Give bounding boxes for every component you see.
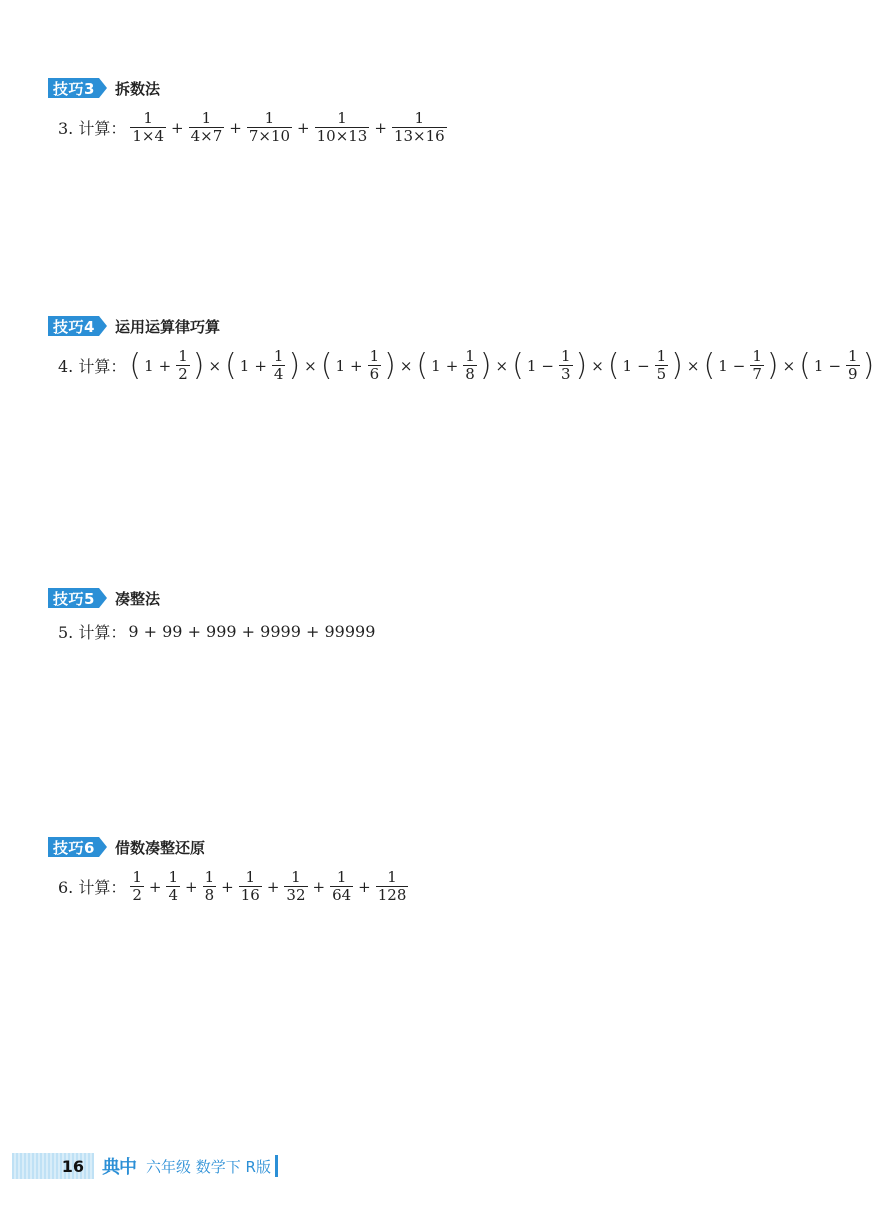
- denominator: 16: [240, 886, 260, 905]
- page-footer: [12, 1153, 292, 1179]
- tip-badge: 技巧4: [48, 316, 99, 336]
- minus-sign: −: [541, 356, 554, 375]
- plus-sign: +: [229, 118, 242, 137]
- plus-sign: +: [374, 118, 387, 137]
- plus-sign: +: [266, 877, 280, 896]
- fraction: [166, 869, 180, 905]
- numerator: 1: [273, 347, 284, 365]
- integer-one: 1: [431, 356, 441, 375]
- problem-label: 6. 计算：: [58, 878, 127, 898]
- denominator: 6: [369, 365, 380, 384]
- fraction: [655, 348, 669, 384]
- fraction: [463, 348, 477, 384]
- plus-sign: +: [254, 356, 267, 375]
- times-sign: ×: [686, 356, 700, 375]
- left-paren: (: [703, 347, 716, 383]
- problem-5: [58, 620, 375, 643]
- tip-section-6: [48, 835, 410, 905]
- numerator: 1: [465, 347, 475, 365]
- problem-label: 5. 计算：: [58, 623, 127, 642]
- left-paren: (: [129, 347, 142, 383]
- right-paren: ): [479, 347, 492, 383]
- plus-sign: +: [221, 877, 234, 896]
- denominator: 8: [465, 365, 475, 384]
- right-paren: ): [766, 347, 779, 383]
- denominator: 9: [848, 365, 858, 384]
- left-paren: (: [225, 347, 237, 383]
- tip-header: [48, 586, 375, 610]
- tip-title: 拆数法: [114, 79, 160, 98]
- denominator: 4: [168, 886, 179, 905]
- integer-one: 1: [239, 356, 250, 375]
- numerator: 1: [245, 868, 256, 886]
- tip-section-4: [48, 314, 875, 384]
- plus-sign: +: [148, 877, 162, 896]
- plus-sign: +: [312, 877, 326, 896]
- integer-one: 1: [526, 356, 537, 375]
- tip-title: 运用运算律巧算: [114, 317, 220, 336]
- tip-title: 凑整法: [114, 589, 160, 608]
- numerator: 1: [178, 347, 188, 365]
- fraction: [239, 869, 262, 905]
- page-number: 16: [12, 1153, 94, 1179]
- expression: 9 + 99 + 999 + 9999 + 99999: [128, 622, 376, 641]
- tip-badge: 技巧5: [48, 588, 99, 608]
- numerator: 1: [848, 347, 858, 365]
- problem-label: 4. 计算：: [58, 357, 127, 377]
- problem-3: [58, 110, 449, 146]
- fraction: $\frac{1}{4\times 7}$: [190, 109, 223, 146]
- tip-header: [48, 76, 449, 100]
- tip-header: [48, 835, 410, 859]
- fraction: [284, 869, 307, 905]
- fraction: $\frac{1}{1\times 4}$: [132, 109, 165, 146]
- denominator: 2: [132, 886, 142, 905]
- fraction: [750, 348, 764, 384]
- footer-divider: [275, 1155, 278, 1177]
- plus-sign: +: [358, 877, 371, 896]
- minus-sign: −: [732, 356, 746, 375]
- plus-sign: +: [297, 118, 310, 137]
- right-paren: ): [671, 347, 683, 383]
- times-sign: ×: [399, 356, 413, 375]
- fraction: [559, 348, 573, 384]
- denominator: 64: [332, 886, 352, 905]
- integer-one: 1: [718, 356, 728, 375]
- fraction: [376, 869, 409, 905]
- tip-header: [48, 314, 875, 338]
- times-sign: ×: [208, 356, 222, 375]
- right-paren: ): [575, 347, 588, 383]
- fraction: $\frac{1}{13\times 16}$: [393, 109, 445, 146]
- right-paren: ): [288, 347, 301, 383]
- denominator: 8: [204, 886, 215, 905]
- tip-section-5: [48, 586, 375, 643]
- denominator: 4: [273, 365, 284, 384]
- numerator: 1: [560, 347, 571, 365]
- left-paren: (: [416, 347, 429, 383]
- integer-one: 1: [144, 356, 154, 375]
- tip-badge: 技巧6: [48, 837, 99, 857]
- times-sign: ×: [304, 356, 317, 375]
- times-sign: ×: [782, 356, 796, 375]
- tip-section-3: [48, 76, 449, 146]
- fraction: $\frac{1}{7\times 10}$: [248, 109, 291, 146]
- numerator: 1: [336, 868, 347, 886]
- fraction: [330, 869, 353, 905]
- fraction: [130, 869, 144, 905]
- plus-sign: +: [171, 118, 184, 137]
- fraction: [203, 869, 217, 905]
- integer-one: 1: [335, 356, 345, 375]
- times-sign: ×: [495, 356, 509, 375]
- book-title: 六年级 数学下 R版: [146, 1157, 271, 1176]
- numerator: 1: [387, 868, 397, 886]
- left-paren: (: [607, 347, 620, 383]
- denominator: 7: [752, 365, 762, 384]
- tip-title: 借数凑整还原: [114, 838, 205, 857]
- numerator: 1: [204, 868, 215, 886]
- problem-label: 3. 计算：: [58, 119, 127, 139]
- left-paren: (: [320, 347, 333, 383]
- plus-sign: +: [158, 356, 172, 375]
- denominator: 2: [178, 365, 188, 384]
- numerator: 1: [369, 347, 380, 365]
- minus-sign: −: [637, 356, 650, 375]
- integer-one: 1: [622, 356, 633, 375]
- times-sign: ×: [591, 356, 604, 375]
- brand-logo: 典中: [102, 1157, 136, 1178]
- denominator: 128: [377, 886, 407, 905]
- numerator: 1: [656, 347, 667, 365]
- right-paren: ): [192, 347, 205, 383]
- integer-one: 1: [813, 356, 824, 375]
- numerator: 1: [168, 868, 179, 886]
- plus-sign: +: [185, 877, 198, 896]
- right-paren: ): [384, 347, 396, 383]
- fraction: [272, 348, 286, 384]
- right-paren: ): [862, 347, 875, 383]
- tip-badge: 技巧3: [48, 78, 99, 98]
- problem-4: [58, 348, 875, 384]
- plus-sign: +: [350, 356, 363, 375]
- left-paren: (: [799, 347, 811, 383]
- left-paren: (: [512, 347, 524, 383]
- fraction: [846, 348, 860, 384]
- denominator: 3: [560, 365, 571, 384]
- fraction: [368, 348, 382, 384]
- numerator: 1: [132, 868, 142, 886]
- fraction: [176, 348, 190, 384]
- numerator: 1: [752, 347, 762, 365]
- plus-sign: +: [445, 356, 459, 375]
- minus-sign: −: [828, 356, 842, 375]
- fraction: $\frac{1}{10\times 13}$: [316, 109, 368, 146]
- problem-6: [58, 869, 410, 905]
- numerator: 1: [291, 868, 301, 886]
- denominator: 5: [656, 365, 667, 384]
- denominator: 32: [286, 886, 306, 905]
